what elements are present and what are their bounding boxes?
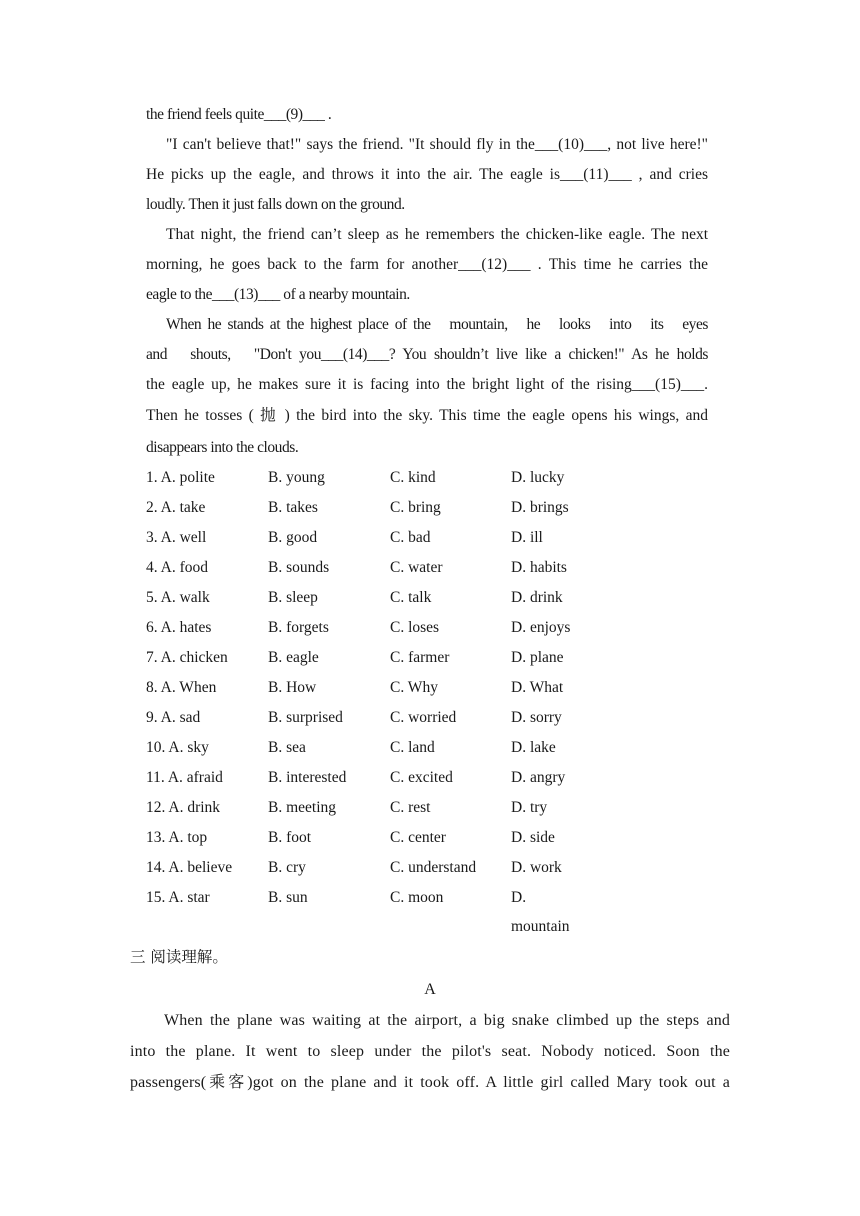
option-d: D. ill	[511, 529, 543, 546]
option-b: B. sounds	[268, 559, 330, 576]
passage-line: disappears into the clouds.	[146, 439, 299, 456]
option-d: D. habits	[511, 559, 567, 576]
option-d: D. lake	[511, 739, 556, 756]
option-c: C. water	[390, 559, 443, 576]
reading-title: A	[424, 981, 436, 998]
passage-line: Then he tosses ( 抛 ) the bird into the sky. This time the eagle opens his wings, and	[146, 407, 708, 424]
option-c: C. center	[390, 829, 446, 846]
passage-line: "I can't believe that!" says the friend. "It should fly in the___(10)___, not live here!"	[166, 136, 708, 153]
passage-line: the friend feels quite___(9)___ .	[146, 106, 332, 123]
option-a: 15. A. star	[146, 889, 210, 906]
option-d: D. side	[511, 829, 555, 846]
option-a: 10. A. sky	[146, 739, 209, 756]
option-c: C. worried	[390, 709, 457, 726]
option-c: C. Why	[390, 679, 438, 696]
option-d: D. brings	[511, 499, 569, 516]
option-a: 4. A. food	[146, 559, 208, 576]
passage-line: and shouts, "Don't you___(14)___? You shouldn’t live like a chicken!" As he holds	[146, 346, 708, 363]
option-d: D. plane	[511, 649, 564, 666]
option-c: C. farmer	[390, 649, 450, 666]
option-b: B. eagle	[268, 649, 319, 666]
option-b: B. meeting	[268, 799, 337, 816]
option-d: D. work	[511, 859, 562, 876]
option-c: C. excited	[390, 769, 453, 786]
section-heading: 三 阅读理解。	[130, 948, 228, 966]
option-c: C. kind	[390, 469, 436, 486]
passage-line: eagle to the___(13)___ of a nearby mountain.	[146, 286, 410, 303]
option-d: D. lucky	[511, 469, 565, 486]
option-a: 9. A. sad	[146, 709, 201, 726]
option-c: C. moon	[390, 889, 444, 906]
passage-line: When he stands at the highest place of the mountain, he looks into its eyes	[166, 316, 708, 333]
option-a: 11. A. afraid	[146, 769, 223, 786]
option-d: D. enjoys	[511, 619, 571, 636]
passage-line: He picks up the eagle, and throws it into the air. The eagle is___(11)___ , and cries	[146, 166, 708, 183]
option-c: C. loses	[390, 619, 440, 636]
option-b: B. foot	[268, 829, 312, 846]
option-c: C. rest	[390, 799, 431, 816]
option-b: B. takes	[268, 499, 318, 516]
passage-line: That night, the friend can’t sleep as he remembers the chicken-like eagle. The next	[166, 226, 708, 243]
option-c: C. bad	[390, 529, 431, 546]
reading-line: into the plane. It went to sleep under the pilot's seat. Nobody noticed. Soon the	[130, 1043, 730, 1060]
option-a: 2. A. take	[146, 499, 206, 516]
option-b: B. sun	[268, 889, 308, 906]
option-c: C. land	[390, 739, 435, 756]
option-d-wrapped-text: mountain	[511, 918, 570, 935]
option-a: 8. A. When	[146, 679, 217, 696]
option-a: 7. A. chicken	[146, 649, 228, 666]
passage-line: the eagle up, he makes sure it is facing into the bright light of the rising___(15)___.	[146, 376, 708, 393]
option-d: D. What	[511, 679, 564, 696]
option-b: B. good	[268, 529, 318, 546]
option-b: B. sleep	[268, 589, 318, 606]
option-a: 3. A. well	[146, 529, 207, 546]
option-c: C. talk	[390, 589, 432, 606]
option-b: B. young	[268, 469, 325, 486]
option-a: 5. A. walk	[146, 589, 210, 606]
option-c: C. understand	[390, 859, 477, 876]
option-b: B. surprised	[268, 709, 343, 726]
reading-line: passengers(乘客)got on the plane and it took off. A little girl called Mary took out a	[130, 1074, 730, 1091]
option-d: D. sorry	[511, 709, 562, 726]
passage-line: loudly. Then it just falls down on the ground.	[146, 196, 405, 213]
option-c: C. bring	[390, 499, 441, 516]
option-b: B. interested	[268, 769, 347, 786]
option-a: 6. A. hates	[146, 619, 212, 636]
option-b: B. sea	[268, 739, 306, 756]
option-a: 14. A. believe	[146, 859, 233, 876]
option-d: D.	[511, 889, 527, 906]
option-b: B. forgets	[268, 619, 329, 636]
option-d: D. angry	[511, 769, 566, 786]
option-a: 1. A. polite	[146, 469, 215, 486]
option-a: 13. A. top	[146, 829, 208, 846]
option-d: D. drink	[511, 589, 563, 606]
passage-line: morning, he goes back to the farm for another___(12)___ . This time he carries the	[146, 256, 708, 273]
reading-line: When the plane was waiting at the airport, a big snake climbed up the steps and	[164, 1012, 730, 1029]
option-b: B. How	[268, 679, 317, 696]
option-a: 12. A. drink	[146, 799, 221, 816]
option-b: B. cry	[268, 859, 306, 876]
option-d: D. try	[511, 799, 548, 816]
